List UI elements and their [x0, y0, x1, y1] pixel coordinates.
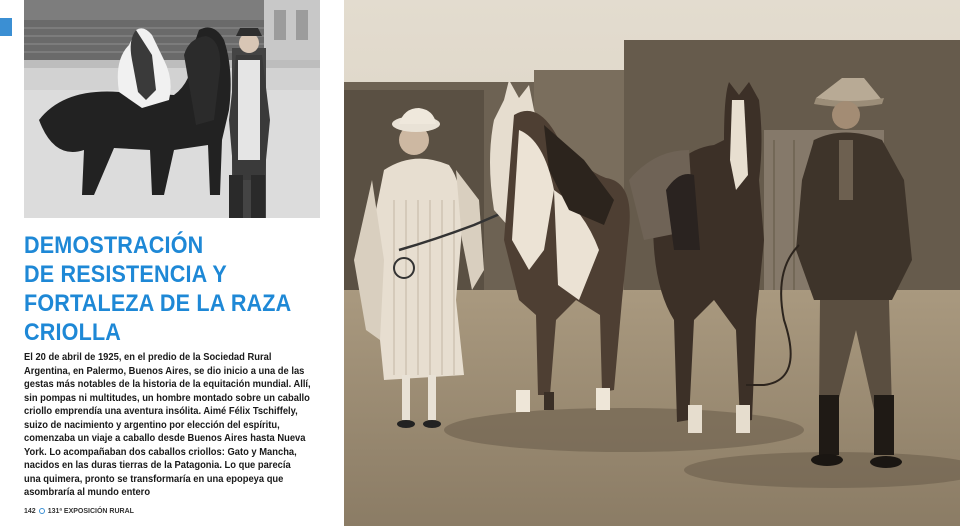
- body-line: Argentina, en Palermo, Buenos Aires, se dio inicio a una de las: [24, 365, 305, 377]
- body-line: suizo de nacimiento y argentino por elección del espíritu,: [24, 419, 280, 431]
- body-line: criollo emprendía una aventura insólita. Aimé Félix Tschiffely,: [24, 406, 298, 417]
- page-number: 142: [24, 507, 36, 515]
- exposition-logo-icon: [39, 508, 45, 514]
- left-page: [0, 0, 344, 526]
- body-line: asombraría al mundo entero: [24, 487, 151, 498]
- headline-line: CRIOLLA: [24, 319, 122, 346]
- photo-horses-stadium: [24, 0, 320, 218]
- body-line: York. Lo acompañaban dos caballos criollos: Gato y Mancha,: [24, 446, 297, 458]
- body-line: comenzaba un viaje a caballo desde Buenos Aires hasta Nueva: [24, 433, 306, 444]
- headline-line: FORTALEZA DE LA RAZA: [24, 290, 292, 317]
- body-line: una quimera, pronto se transformaría en una epopeya que: [24, 473, 284, 485]
- headline-line: DEMOSTRACIÓN: [24, 232, 204, 259]
- article-body: [24, 351, 324, 500]
- headline-line: DE RESISTENCIA Y: [24, 261, 227, 288]
- page-footer: [24, 505, 134, 517]
- body-line: gestas más notables de la historia de la equitación mundial. Allí,: [24, 379, 311, 390]
- body-line: nacidos en las duras tierras de la Patagonia. Lo que parecía: [24, 460, 291, 471]
- article-headline: [24, 231, 334, 347]
- photo-woman-man-horses: [344, 0, 960, 526]
- body-line: El 20 de abril de 1925, en el predio de la Sociedad Rural: [24, 352, 272, 363]
- body-line: sin pompas ni multitudes, un hombre montado sobre un caballo: [24, 392, 310, 404]
- section-tab-marker: [0, 18, 12, 36]
- publication-name: 131ª EXPOSICIÓN RURAL: [47, 507, 134, 515]
